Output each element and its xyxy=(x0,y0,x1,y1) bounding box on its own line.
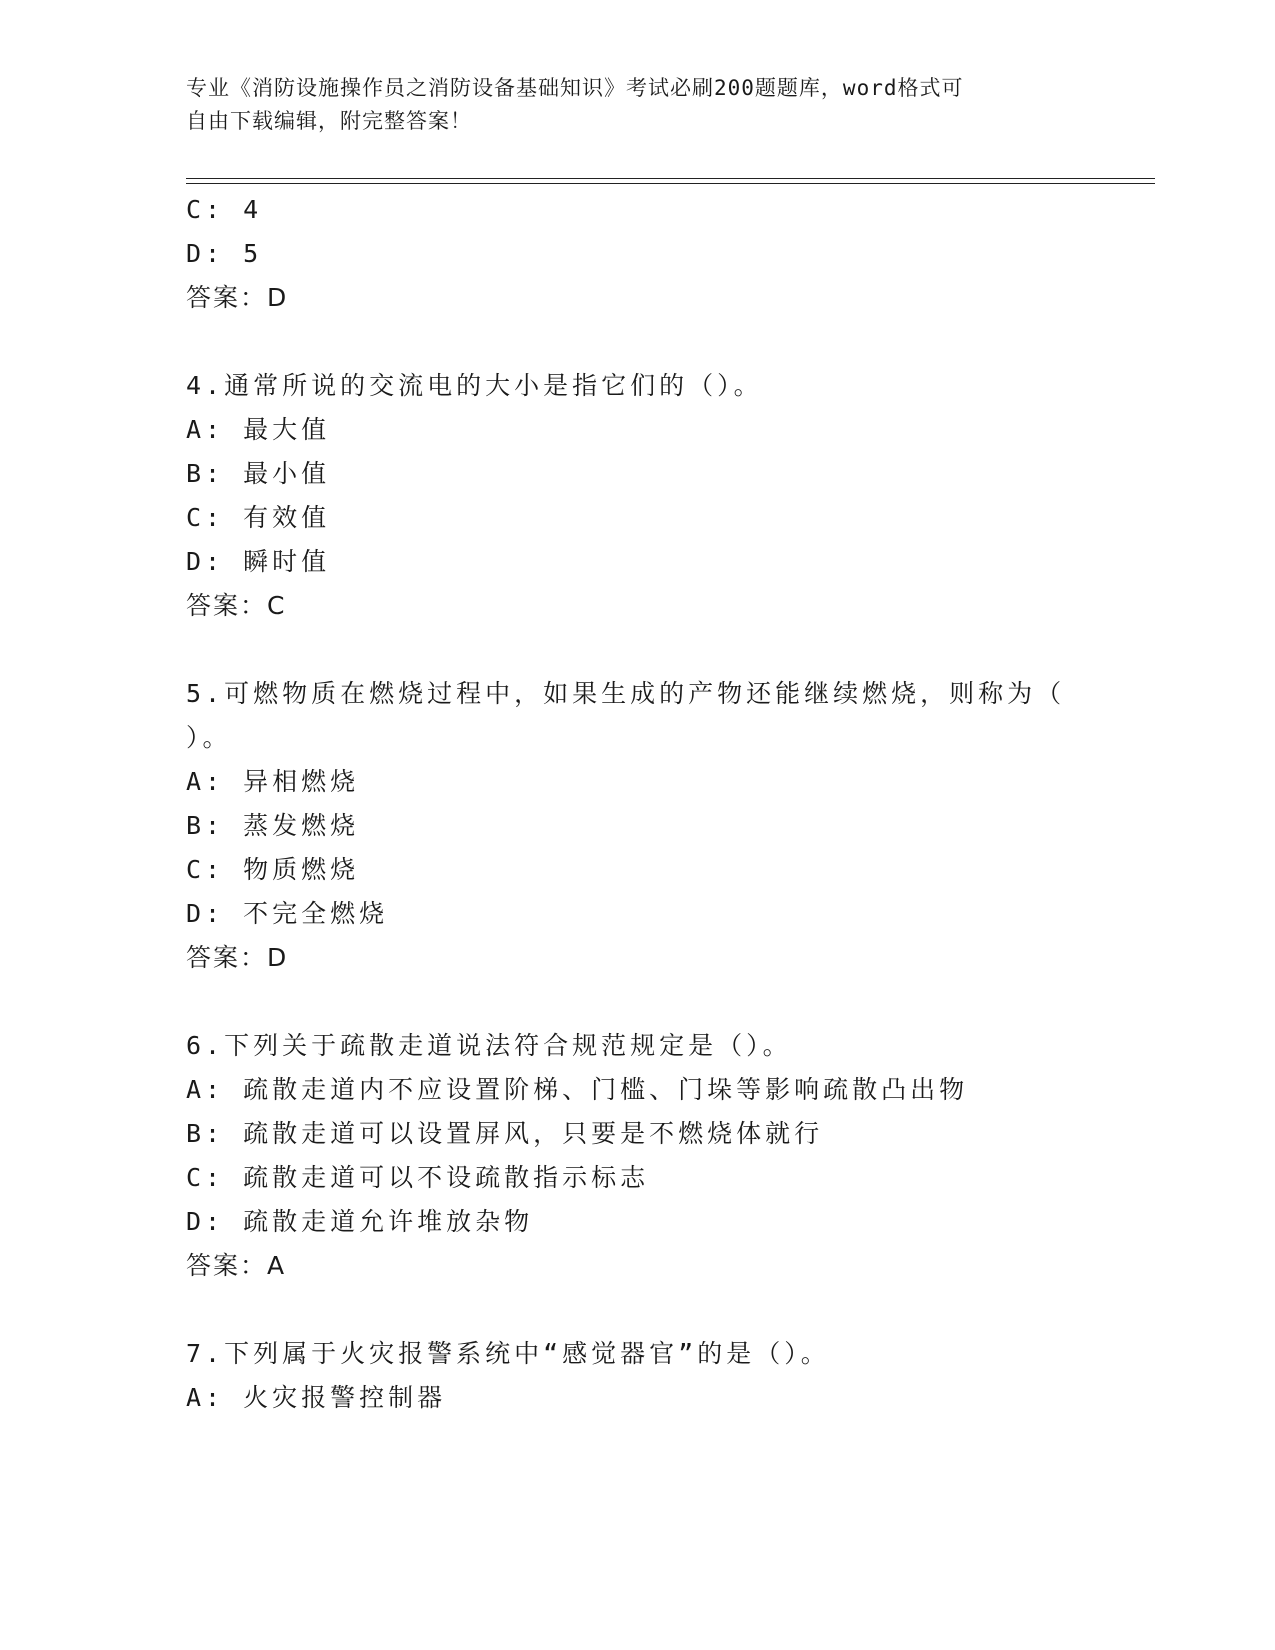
document-header xyxy=(186,72,1066,138)
q6-option-a: A: 疏散走道内不应设置阶梯、门槛、门垛等影响疏散凸出物 xyxy=(186,1075,969,1104)
q6-option-b: B: 疏散走道可以设置屏风，只要是不燃烧体就行 xyxy=(186,1119,824,1148)
q4-option-b: B: 最小值 xyxy=(186,459,331,488)
q3-answer: 答案：D xyxy=(186,283,289,312)
q5-stem-line2: ）。 xyxy=(186,723,232,752)
header-divider-top xyxy=(186,178,1155,179)
q3-option-c: C: 4 xyxy=(186,195,263,224)
q5-option-c: C: 物质燃烧 xyxy=(186,855,360,884)
q3-option-d: D: 5 xyxy=(186,239,263,268)
q5-option-a: A: 异相燃烧 xyxy=(186,767,360,796)
q5-answer: 答案：D xyxy=(186,943,289,972)
q5-stem-line1: 5.可燃物质在燃烧过程中，如果生成的产物还能继续燃烧，则称为（ xyxy=(186,679,1066,708)
q4-answer: 答案：C xyxy=(186,591,287,620)
q5-option-b: B: 蒸发燃烧 xyxy=(186,811,360,840)
q4-option-d: D: 瞬时值 xyxy=(186,547,331,576)
q7-option-a: A: 火灾报警控制器 xyxy=(186,1383,447,1412)
q6-answer: 答案：A xyxy=(186,1251,287,1280)
header-title-line1: 专业《消防设施操作员之消防设备基础知识》考试必刷200题题库，word格式可 xyxy=(186,76,964,100)
q4-option-c: C: 有效值 xyxy=(186,503,331,532)
header-title-line2: 自由下载编辑，附完整答案！ xyxy=(186,109,472,133)
q4-stem: 4.通常所说的交流电的大小是指它们的（）。 xyxy=(186,371,763,400)
q6-option-c: C: 疏散走道可以不设疏散指示标志 xyxy=(186,1163,650,1192)
q4-option-a: A: 最大值 xyxy=(186,415,331,444)
q6-stem: 6.下列关于疏散走道说法符合规范规定是（）。 xyxy=(186,1031,792,1060)
q6-option-d: D: 疏散走道允许堆放杂物 xyxy=(186,1207,534,1236)
q5-option-d: D: 不完全燃烧 xyxy=(186,899,389,928)
q7-stem: 7.下列属于火灾报警系统中“感觉器官”的是（）。 xyxy=(186,1339,830,1368)
header-divider-bottom xyxy=(186,183,1155,184)
